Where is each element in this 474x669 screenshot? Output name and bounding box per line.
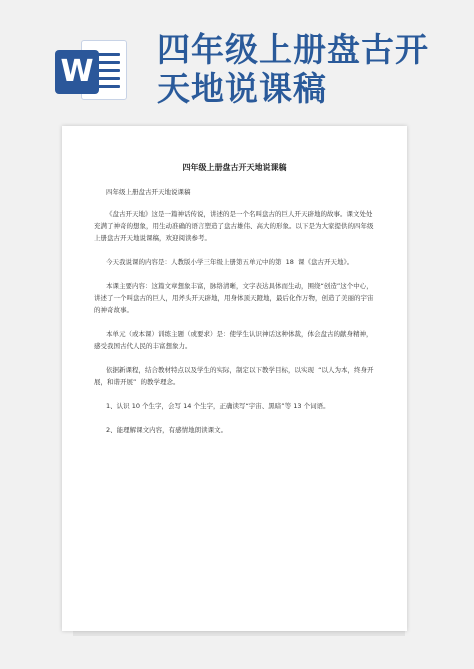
- page-title: [157, 30, 457, 108]
- document-paragraph: 今天我说课的内容是：人教版小学三年级上册第五单元中的第 18 课《盘古开天地》。: [106, 258, 354, 266]
- document-paragraph: 依据新课程，结合教材特点以及学生的实际，制定以下教学目标，以实现 “以人为本，终身开展，和谐开展” 的教学理念。: [94, 366, 374, 386]
- document-paragraph: 2、能理解课文内容，有感情地朗读课文。: [106, 426, 228, 434]
- page-title-line-2: 天地说课稿: [157, 69, 327, 108]
- page-title-line-1: 四年级上册盘古开: [157, 30, 429, 69]
- document-page: [62, 126, 407, 631]
- word-document-icon: [55, 40, 129, 100]
- word-logo-badge: W: [55, 50, 99, 94]
- document-paragraph: 1、认识 10 个生字，会写 14 个生字，正确读写“宇宙、黑暗”等 13 个词语。: [106, 402, 330, 410]
- document-heading: 四年级上册盘古开天地说课稿: [182, 163, 287, 172]
- document-paragraph: 《盘古开天地》这是一篇神话传说，讲述的是一个名叫盘古的巨人开天辟地的故事。课文处处充满了神奇的想象，用生动准确的语言塑造了盘古雄伟、高大的形象。以下是为大家提供的四年级上册盘古开天地说课稿，欢迎阅读参考。: [94, 210, 374, 242]
- document-paragraph: 本课主要内容：这篇文章想象丰富，脉络清晰，文字表达具体而生动，围绕“创造”这个中心，讲述了一个叫盘古的巨人，用斧头开天辟地，用身体顶天蹬地，最后化作万物，创造了美丽的宇宙的神奇故事。: [94, 282, 374, 314]
- header-banner: [0, 0, 474, 120]
- document-paragraph: 本单元（或本课）训练主题（或要求）是：使学生认识神话这种体裁，体会盘古的献身精神，感受我国古代人民的丰富想象力。: [94, 330, 373, 350]
- document-paragraph: 四年级上册盘古开天地说课稿: [106, 188, 191, 196]
